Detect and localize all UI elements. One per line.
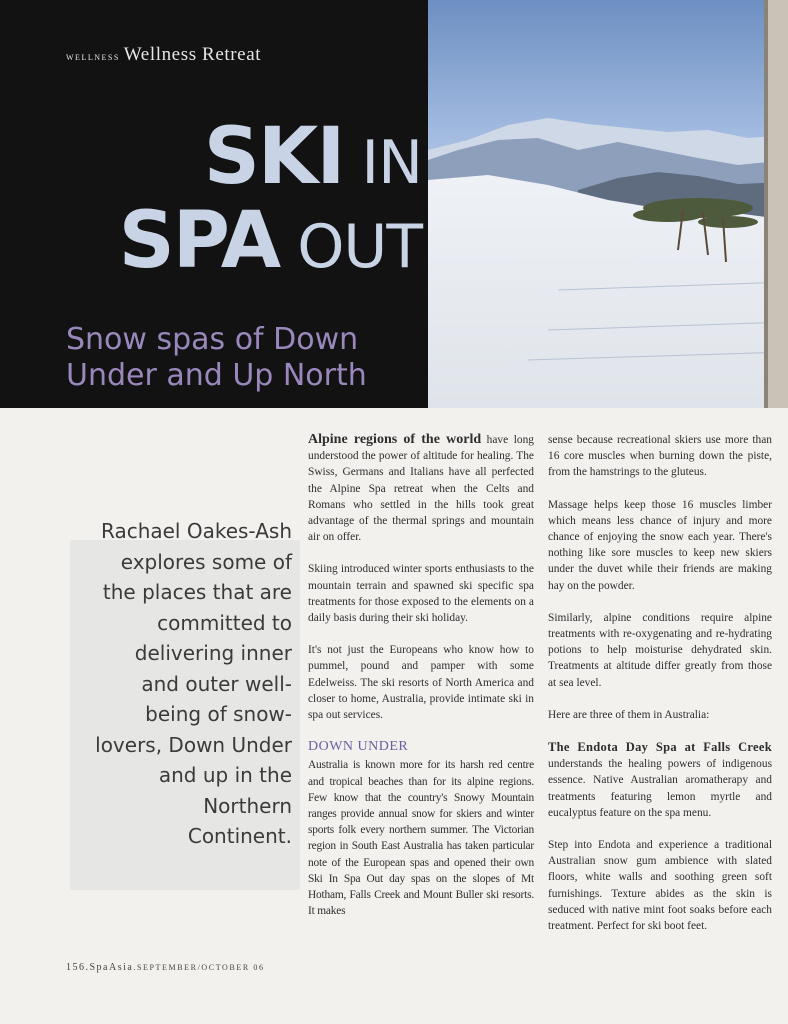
paragraph xyxy=(548,739,772,821)
paragraph: Step into Endota and experience a traditional Australian snow gum ambience with slated floors, white walls and soothing green soft furnishings. Texture abides as the skin is seduced with native mint foot soaks before each treatment. Perfect for ski boot feet. xyxy=(548,839,772,933)
magazine-name: SpaAsia xyxy=(89,962,134,973)
snow-mountain-illustration xyxy=(428,0,788,408)
paragraph: Australia is known more for its harsh red centre and tropical beaches than for its alpine regions. Few know that the country's Snowy Mountain ranges provide annual snow for skiers and winter sports folk every northern summer. The Victorian region in South East Australia has taken particular note of the European spas and opened their own Ski In Spa Out day spas on the slopes of Mt Hotham, Falls Creek and Mount Buller ski resorts. It makes xyxy=(308,759,534,918)
title-word-ski: SKI xyxy=(203,112,344,202)
subhead-down-under: DOWN UNDER xyxy=(308,739,409,755)
title-word-spa: SPA xyxy=(118,196,280,286)
page-title xyxy=(62,112,422,286)
snow-mountain-photo xyxy=(428,0,788,408)
paragraph: sense because recreational skiers use more than 16 core muscles when burning down the piste, from the hamstrings to the gluteus. xyxy=(548,434,772,479)
paragraph: Massage helps keep those 16 muscles limber which means less chance of injury and more chance of enjoying the snow each year. There's nothing like sore muscles to keep new skiers under the duvet while their friends are making hay on the powder. xyxy=(548,498,772,592)
issue-date: .SEPTEMBER/OCTOBER 06 xyxy=(133,963,265,972)
paragraph: Here are three of them in Australia: xyxy=(548,708,710,721)
article-column-1 xyxy=(308,432,534,935)
paragraph: Skiing introduced winter sports enthusiasts to the mountain terrain and spawned ski specific spa treatments for those exposed to the elements on a daily basis during their ski holiday. xyxy=(308,563,534,625)
section-small-label: WELLNESS xyxy=(66,53,120,62)
pullquote: Rachael Oakes-Ash explores some of the places that are committed to delivering inner and outer well-being of snow-lovers, Down Under and up in the Northern Continent. xyxy=(95,519,292,848)
paragraph: It's not just the Europeans who know how to pummel, pound and pamper with some Edelweiss. The ski resorts of North America and closer to home, Australia, provide intimate ski in spa out services. xyxy=(308,644,534,722)
paragraph: Similarly, alpine conditions require alpine treatments with re-oxygenating and re-hydrating potions to help moisturise dehydrated skin. Treatments at altitude differ greatly from those at sea level. xyxy=(548,611,772,689)
paragraph xyxy=(308,432,534,545)
title-line-1 xyxy=(62,112,422,202)
lead-in: Alpine regions of the world xyxy=(308,432,482,447)
section-name: Wellness Retreat xyxy=(123,44,262,65)
title-word-in: IN xyxy=(343,128,422,198)
article-column-2 xyxy=(548,432,772,950)
paragraph-text: have long understood the power of altitude for healing. The Swiss, Germans and Italians have all perfected the Alpine Spa retreat when the Celts and Romans who settled in the hills took great advantage of the thermal springs and mountain air on offer. xyxy=(308,434,534,544)
subtitle: Snow spas of Down Under and Up North xyxy=(66,322,367,393)
paragraph-text: understands the healing powers of indigenous essence. Native Australian aromatherapy and treatments featuring lemon myrtle and eucalyptus feature on the spa menu. xyxy=(548,758,772,819)
section-tag xyxy=(66,44,261,66)
page-footer xyxy=(66,962,265,973)
title-word-out: OUT xyxy=(279,212,422,282)
spa-name-endota: The Endota Day Spa at Falls Creek xyxy=(548,740,772,755)
page-number: 156. xyxy=(66,962,90,973)
title-line-2 xyxy=(62,196,422,286)
